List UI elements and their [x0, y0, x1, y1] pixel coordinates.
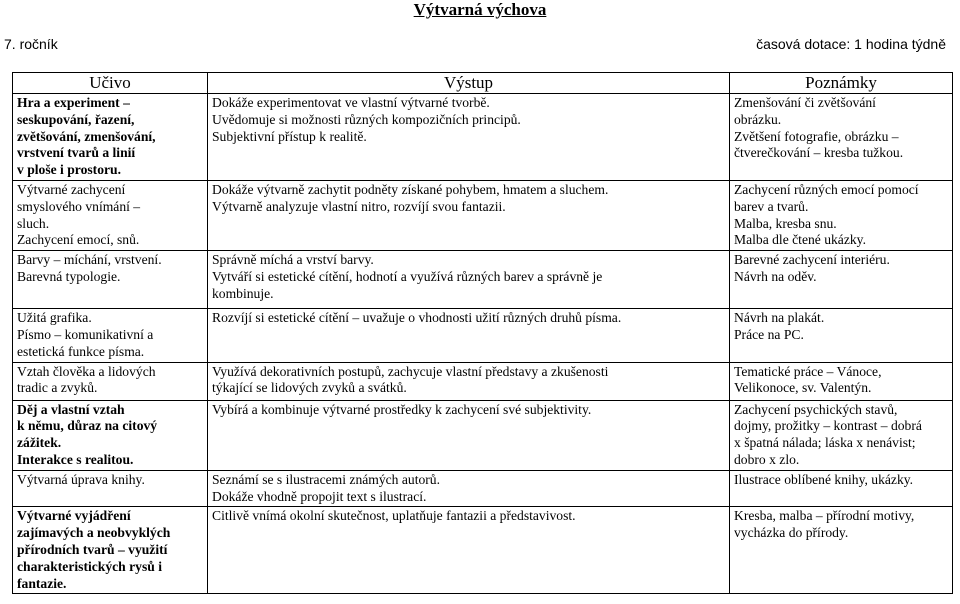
table-row — [13, 362, 953, 400]
cell-line: Dokáže experimentovat ve vlastní výtvarné tvorbě. — [212, 95, 490, 110]
cell-c3 — [730, 400, 953, 470]
cell-line: estetická funkce písma. — [17, 343, 145, 359]
cell-c2 — [208, 180, 730, 250]
cell-line: smyslového vnímání – — [17, 198, 141, 214]
cell-c1 — [13, 180, 208, 250]
cell-line: Práce na PC. — [734, 326, 804, 342]
header-poznamky: Poznámky — [730, 73, 953, 94]
cell-line: kombinuje. — [212, 285, 274, 301]
header-ucivo: Učivo — [13, 73, 208, 94]
cell-line: Malba, kresba snu. — [734, 215, 837, 231]
cell-line: Seznámí se s ilustracemi známých autorů. — [212, 471, 441, 487]
cell-line: přírodních tvarů – využití — [17, 541, 168, 557]
cell-line: Výtvarná úprava knihy. — [17, 471, 145, 487]
cell-line: tradic a zvyků. — [17, 380, 98, 396]
cell-line: fantazie. — [17, 575, 67, 591]
table-row — [13, 507, 953, 594]
cell-line: Výtvarně analyzuje vlastní nitro, rozvíjí svou fantazii. — [212, 198, 506, 214]
cell-c3 — [730, 180, 953, 250]
cell-line: Hra a experiment – — [17, 95, 130, 110]
cell-line: charakteristických rysů i — [17, 558, 162, 574]
cell-line: Velikonoce, sv. Valentýn. — [734, 380, 872, 396]
cell-line: dojmy, prožitky – kontrast – dobrá — [734, 418, 922, 434]
cell-c1 — [13, 400, 208, 470]
cell-c2 — [208, 400, 730, 470]
table-header-row — [13, 73, 953, 94]
table-row — [13, 94, 953, 181]
cell-line: v ploše i prostoru. — [17, 162, 121, 178]
table-row — [13, 309, 953, 362]
cell-line: Malba dle čtené ukázky. — [734, 232, 866, 248]
cell-c2 — [208, 94, 730, 181]
cell-line: Barvy – míchání, vrstvení. — [17, 252, 162, 268]
cell-line: Návrh na plakát. — [734, 310, 825, 326]
cell-line: Citlivě vnímá okolní skutečnost, uplatňuje fantazii a představivost. — [212, 508, 576, 524]
cell-line: Děj a vlastní vztah — [17, 401, 125, 417]
cell-line: týkající se lidových zvyků a svátků. — [212, 380, 407, 396]
table-row — [13, 180, 953, 250]
cell-line: Dokáže vhodně propojit text s ilustrací. — [212, 488, 427, 504]
cell-line: Zachycení emocí, snů. — [17, 232, 140, 248]
cell-line: Zmenšování či zvětšování — [734, 95, 876, 110]
cell-c3 — [730, 94, 953, 181]
cell-line: Správně míchá a vrství barvy. — [212, 252, 374, 268]
cell-line: Barevná typologie. — [17, 268, 121, 284]
cell-c3 — [730, 362, 953, 400]
cell-line: Výtvarné zachycení — [17, 181, 126, 197]
cell-c3 — [730, 309, 953, 362]
cell-c1 — [13, 94, 208, 181]
cell-c1 — [13, 251, 208, 309]
cell-line: Návrh na oděv. — [734, 268, 817, 284]
cell-c2 — [208, 309, 730, 362]
grade-label: 7. ročník — [4, 36, 58, 52]
cell-line: čtverečkování – kresba tužkou. — [734, 145, 904, 161]
header-vystup: Výstup — [208, 73, 730, 94]
cell-c2 — [208, 362, 730, 400]
cell-line: Kresba, malba – přírodní motivy, — [734, 508, 915, 524]
cell-c3 — [730, 251, 953, 309]
cell-line: k němu, důraz na citový — [17, 418, 158, 434]
cell-c2 — [208, 251, 730, 309]
cell-c1 — [13, 507, 208, 594]
cell-line: zvětšování, zmenšování, — [17, 128, 156, 144]
cell-line: Uvědomuje si možnosti různých kompozičních principů. — [212, 111, 521, 127]
cell-line: Interakce s realitou. — [17, 451, 134, 467]
table-row — [13, 470, 953, 507]
page-title: Výtvarná výchova — [413, 0, 547, 19]
cell-c3 — [730, 507, 953, 594]
cell-c1 — [13, 309, 208, 362]
cell-c1 — [13, 470, 208, 507]
cell-line: Zachycení různých emocí pomocí — [734, 181, 919, 197]
table-row — [13, 251, 953, 309]
cell-line: Výtvarné vyjádření — [17, 508, 131, 524]
cell-line: obrázku. — [734, 111, 782, 127]
cell-line: vrstvení tvarů a linií — [17, 145, 136, 161]
time-allocation: časová dotace: 1 hodina týdně — [756, 36, 946, 52]
cell-c1 — [13, 362, 208, 400]
cell-line: Vybírá a kombinuje výtvarné prostředky k zachycení své subjektivity. — [212, 401, 592, 417]
cell-line: Barevné zachycení interiéru. — [734, 252, 890, 268]
table-row — [13, 400, 953, 470]
cell-line: Užitá grafika. — [17, 310, 92, 326]
cell-line: Využívá dekorativních postupů, zachycuje vlastní představy a zkušenosti — [212, 363, 609, 379]
cell-line: Zvětšení fotografie, obrázku – — [734, 128, 899, 144]
cell-line: Ilustrace oblíbené knihy, ukázky. — [734, 471, 914, 487]
cell-line: Tematické práce – Vánoce, — [734, 363, 882, 379]
cell-line: x špatná nálada; láska x nenávist; — [734, 435, 916, 451]
cell-line: vycházka do přírody. — [734, 525, 849, 541]
cell-line: sluch. — [17, 215, 50, 231]
cell-c2 — [208, 507, 730, 594]
cell-line: Rozvíjí si estetické cítění – uvažuje o vhodnosti užití různých druhů písma. — [212, 310, 622, 326]
cell-line: Dokáže výtvarně zachytit podněty získané pohybem, hmatem a sluchem. — [212, 181, 609, 197]
curriculum-table — [12, 72, 953, 594]
cell-line: dobro x zlo. — [734, 451, 800, 467]
cell-line: barev a tvarů. — [734, 198, 809, 214]
cell-c3 — [730, 470, 953, 507]
cell-c2 — [208, 470, 730, 507]
cell-line: Vytváří si estetické cítění, hodnotí a využívá různých barev a správně je — [212, 268, 603, 284]
cell-line: Vztah člověka a lidových — [17, 363, 156, 379]
cell-line: Subjektivní přístup k realitě. — [212, 128, 367, 144]
cell-line: Zachycení psychických stavů, — [734, 401, 898, 417]
cell-line: Písmo – komunikativní a — [17, 326, 154, 342]
cell-line: zážitek. — [17, 435, 62, 451]
cell-line: seskupování, řazení, — [17, 111, 135, 127]
cell-line: zajímavých a neobvyklých — [17, 525, 171, 541]
